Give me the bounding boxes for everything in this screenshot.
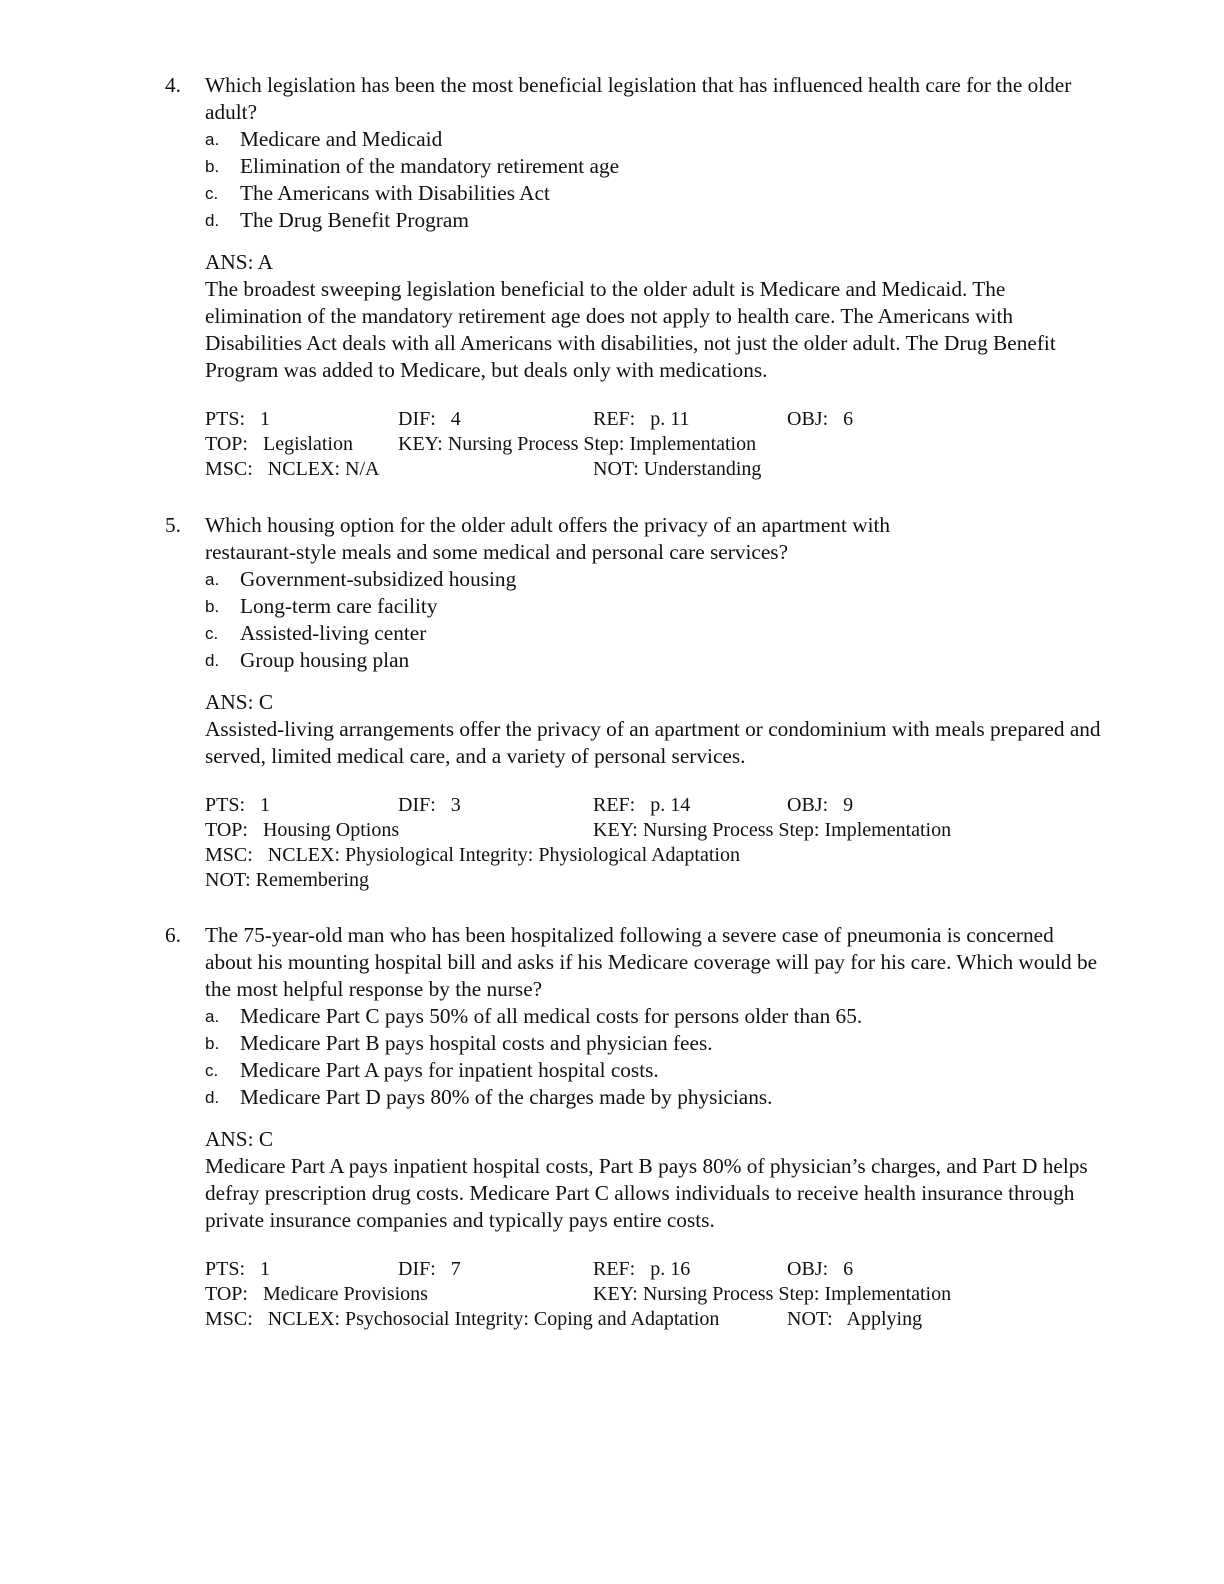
meta-objective: OBJ: 6 bbox=[787, 408, 854, 430]
choice-c bbox=[205, 1057, 1105, 1084]
question-number: 6. bbox=[165, 923, 181, 947]
choice-letter: d. bbox=[205, 1088, 220, 1107]
meta-key: KEY: Nursing Process Step: Implementation bbox=[593, 1283, 952, 1305]
question-metadata bbox=[205, 407, 1105, 482]
answer-block bbox=[205, 689, 1105, 770]
question-5 bbox=[165, 512, 1105, 893]
choice-letter: b. bbox=[205, 1034, 220, 1053]
choice-a bbox=[205, 126, 1105, 153]
choice-letter: c. bbox=[205, 184, 219, 203]
choice-a bbox=[205, 566, 1105, 593]
question-number: 4. bbox=[165, 73, 181, 97]
choice-text: Government-subsidized housing bbox=[240, 567, 517, 591]
meta-points: PTS: 1 bbox=[205, 794, 271, 816]
choice-text: The Drug Benefit Program bbox=[240, 208, 469, 232]
choice-d bbox=[205, 207, 1105, 234]
choice-letter: d. bbox=[205, 651, 220, 670]
choice-letter: b. bbox=[205, 157, 220, 176]
choice-text: Medicare Part D pays 80% of the charges made by physicians. bbox=[240, 1085, 773, 1109]
meta-reference: REF: p. 14 bbox=[593, 794, 691, 816]
meta-key: KEY: Nursing Process Step: Implementation bbox=[593, 819, 952, 841]
question-4 bbox=[165, 72, 1105, 482]
meta-misc: MSC: NCLEX: Psychosocial Integrity: Coping and Adaptation bbox=[205, 1308, 720, 1330]
meta-row bbox=[205, 1257, 1105, 1282]
choice-c bbox=[205, 180, 1105, 207]
meta-topic: TOP: Legislation bbox=[205, 433, 353, 455]
meta-row bbox=[205, 843, 1105, 868]
question-6 bbox=[165, 922, 1105, 1332]
meta-difficulty: DIF: 4 bbox=[398, 408, 461, 430]
meta-topic: TOP: Housing Options bbox=[205, 819, 400, 841]
question-stem: Which housing option for the older adult offers the privacy of an apartment with restaurant-style meals and some medical and personal care services? bbox=[205, 513, 891, 564]
meta-difficulty: DIF: 7 bbox=[398, 1258, 461, 1280]
answer-rationale: Assisted-living arrangements offer the privacy of an apartment or condominium with meals prepared and served, limited medical care, and a variety of personal services. bbox=[205, 717, 1101, 768]
meta-row bbox=[205, 432, 1105, 457]
answer-block bbox=[205, 249, 1105, 384]
meta-row bbox=[205, 793, 1105, 818]
meta-notes: NOT: Applying bbox=[787, 1308, 923, 1330]
meta-difficulty: DIF: 3 bbox=[398, 794, 461, 816]
choice-b bbox=[205, 1030, 1105, 1057]
choice-text: Long-term care facility bbox=[240, 594, 438, 618]
question-stem: The 75-year-old man who has been hospitalized following a severe case of pneumonia is concerned about his mounting hospital bill and asks if his Medicare coverage will pay for his care. Which would be the most helpful response by the nurse? bbox=[205, 923, 1098, 1001]
answer-rationale: Medicare Part A pays inpatient hospital costs, Part B pays 80% of physician’s charges, and Part D helps defray prescription drug costs. Medicare Part C allows individuals to receive health insurance through private insurance companies and typically pays entire costs. bbox=[205, 1154, 1088, 1232]
meta-reference: REF: p. 16 bbox=[593, 1258, 691, 1280]
meta-points: PTS: 1 bbox=[205, 1258, 271, 1280]
choice-text: Medicare Part B pays hospital costs and physician fees. bbox=[240, 1031, 713, 1055]
meta-points: PTS: 1 bbox=[205, 408, 271, 430]
question-stem-row bbox=[165, 72, 1105, 126]
choice-text: Assisted-living center bbox=[240, 621, 427, 645]
meta-objective: OBJ: 6 bbox=[787, 1258, 854, 1280]
answer-choices bbox=[205, 566, 1105, 674]
choice-text: Medicare Part A pays for inpatient hospital costs. bbox=[240, 1058, 659, 1082]
choice-letter: a. bbox=[205, 570, 220, 589]
choice-letter: a. bbox=[205, 130, 220, 149]
choice-b bbox=[205, 593, 1105, 620]
meta-objective: OBJ: 9 bbox=[787, 794, 854, 816]
meta-row bbox=[205, 457, 1105, 482]
question-stem-row bbox=[165, 922, 1105, 1003]
choice-b bbox=[205, 153, 1105, 180]
choice-letter: b. bbox=[205, 597, 220, 616]
choice-letter: d. bbox=[205, 211, 220, 230]
meta-row bbox=[205, 868, 1105, 893]
question-stem-row bbox=[165, 512, 1105, 566]
choice-text: Medicare and Medicaid bbox=[240, 127, 443, 151]
meta-misc: MSC: NCLEX: Physiological Integrity: Physiological Adaptation bbox=[205, 844, 740, 866]
meta-row bbox=[205, 1307, 1105, 1332]
meta-misc: MSC: NCLEX: N/A bbox=[205, 458, 380, 480]
answer-key: ANS: C bbox=[205, 1127, 274, 1151]
meta-notes: NOT: Understanding bbox=[593, 458, 762, 480]
question-stem: Which legislation has been the most beneficial legislation that has influenced health care for the older adult? bbox=[205, 73, 1072, 124]
choice-letter: a. bbox=[205, 1007, 220, 1026]
answer-block bbox=[205, 1126, 1105, 1234]
choice-c bbox=[205, 620, 1105, 647]
choice-letter: c. bbox=[205, 624, 219, 643]
question-metadata bbox=[205, 793, 1105, 893]
meta-row bbox=[205, 1282, 1105, 1307]
choice-text: Group housing plan bbox=[240, 648, 410, 672]
answer-choices bbox=[205, 126, 1105, 234]
meta-row bbox=[205, 818, 1105, 843]
answer-choices bbox=[205, 1003, 1105, 1111]
answer-key: ANS: A bbox=[205, 250, 274, 274]
meta-key: KEY: Nursing Process Step: Implementation bbox=[398, 433, 757, 455]
choice-d bbox=[205, 1084, 1105, 1111]
answer-key: ANS: C bbox=[205, 690, 274, 714]
choice-text: The Americans with Disabilities Act bbox=[240, 181, 550, 205]
choice-text: Medicare Part C pays 50% of all medical costs for persons older than 65. bbox=[240, 1004, 863, 1028]
meta-row bbox=[205, 407, 1105, 432]
meta-notes: NOT: Remembering bbox=[205, 869, 369, 891]
choice-letter: c. bbox=[205, 1061, 219, 1080]
choice-d bbox=[205, 647, 1105, 674]
meta-topic: TOP: Medicare Provisions bbox=[205, 1283, 428, 1305]
choice-text: Elimination of the mandatory retirement age bbox=[240, 154, 620, 178]
meta-reference: REF: p. 11 bbox=[593, 408, 690, 430]
answer-rationale: The broadest sweeping legislation beneficial to the older adult is Medicare and Medicaid. The elimination of the mandatory retirement age does not apply to health care. The Americans with Disabilities Act deals with all Americans with disabilities, not just the older adult. The Drug Benefit Program was added to Medicare, but deals only with medications. bbox=[205, 277, 1056, 382]
question-number: 5. bbox=[165, 513, 181, 537]
question-metadata bbox=[205, 1257, 1105, 1332]
choice-a bbox=[205, 1003, 1105, 1030]
